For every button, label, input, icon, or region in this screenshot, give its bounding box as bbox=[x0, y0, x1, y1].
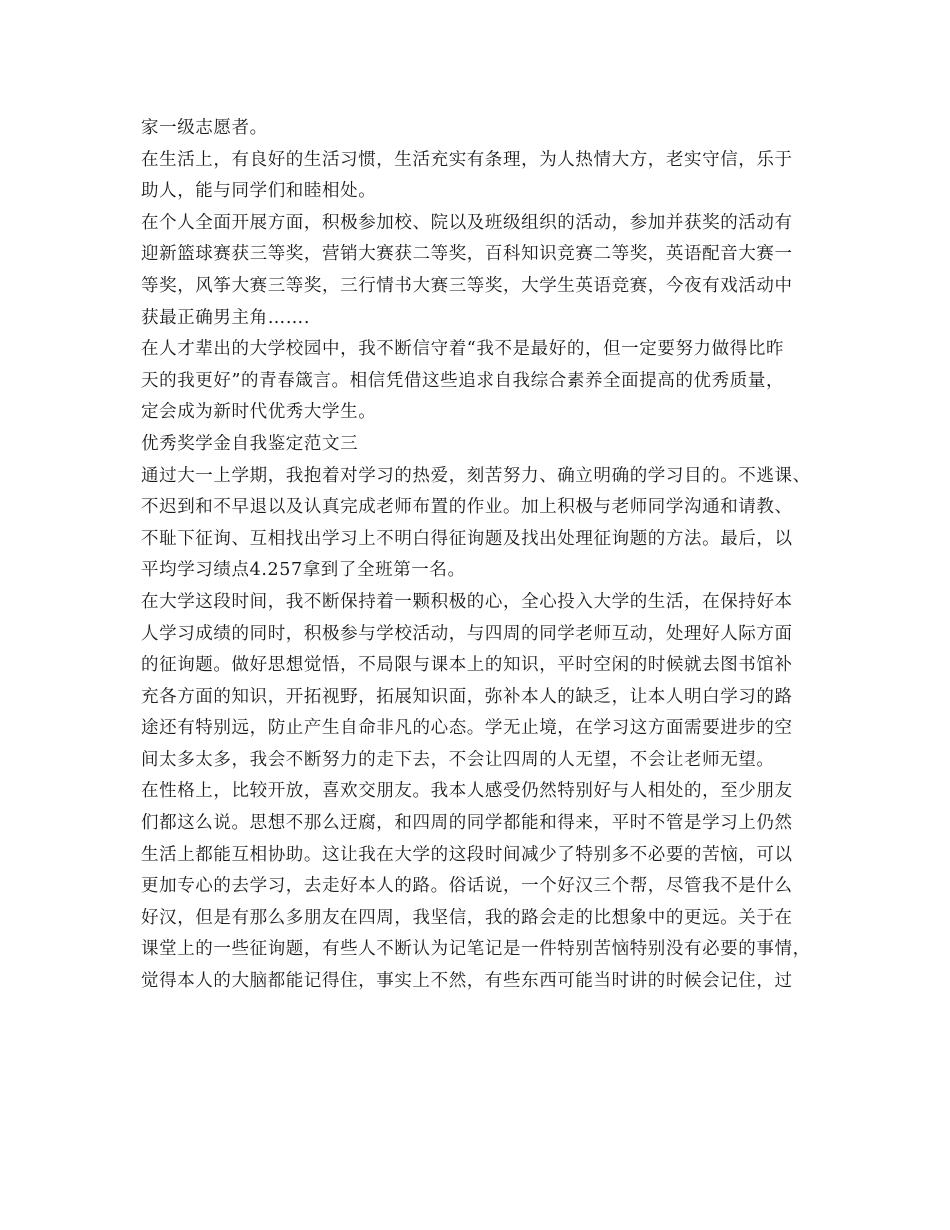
text-line: 觉得本人的大脑都能记得住，事实上不然，有些东西可能当时讲的时候会记住，过 bbox=[141, 971, 793, 992]
text-line: 人学习成绩的同时，积极参与学校活动，与四周的同学老师互动，处理好人际方面 bbox=[141, 623, 793, 644]
text-line: 在个人全面开展方面，积极参加校、院以及班级组织的活动，参加并获奖的活动有 bbox=[141, 212, 793, 233]
text-line: 途还有特别远，防止产生自命非凡的心态。学无止境，在学习这方面需要进步的空 bbox=[141, 718, 793, 739]
text-line: 充各方面的知识，开拓视野，拓展知识面，弥补本人的缺乏，让本人明白学习的路 bbox=[141, 686, 793, 707]
text-line: 迎新篮球赛获三等奖，营销大赛获二等奖，百科知识竞赛二等奖，英语配音大赛一 bbox=[141, 244, 793, 265]
text-line: 在性格上，比较开放，喜欢交朋友。我本人感受仍然特别好与人相处的，至少朋友 bbox=[141, 781, 793, 802]
text-line: 不耻下征询、互相找出学习上不明白得征询题及找出处理征询题的方法。最后，以 bbox=[141, 528, 793, 549]
text-line: 通过大一上学期，我抱着对学习的热爱，刻苦努力、确立明确的学习目的。不逃课、 bbox=[141, 465, 811, 486]
text-line: 助人，能与同学们和睦相处。 bbox=[141, 181, 377, 202]
text-line: 的征询题。做好思想觉悟，不局限与课本上的知识，平时空闲的时候就去图书馆补 bbox=[141, 655, 793, 676]
document-body bbox=[141, 113, 831, 998]
text-line: 在生活上，有良好的生活习惯，生活充实有条理，为人热情大方，老实守信，乐于 bbox=[141, 149, 793, 170]
text-line: 们都这么说。思想不那么迂腐，和四周的同学都能和得来，平时不管是学习上仍然 bbox=[141, 813, 793, 834]
text-line: 家一级志愿者。 bbox=[141, 118, 268, 138]
text-line: 生活上都能互相协助。这让我在大学的这段时间减少了特别多不必要的苦恼，可以 bbox=[141, 844, 793, 865]
text-line: 平均学习绩点4.257拿到了全班第一名。 bbox=[141, 560, 466, 581]
text-line: 定会成为新时代优秀大学生。 bbox=[141, 402, 377, 423]
text-line: 在人才辈出的大学校园中，我不断信守着“我不是最好的，但一定要努力做得比昨 bbox=[141, 339, 785, 360]
text-line: 不迟到和不早退以及认真完成老师布置的作业。加上积极与老师同学沟通和请教、 bbox=[141, 497, 793, 518]
text-line: 好汉，但是有那么多朋友在四周，我坚信，我的路会走的比想象中的更远。关于在 bbox=[141, 907, 793, 928]
text-line: 等奖，风筝大赛三等奖，三行情书大赛三等奖，大学生英语竞赛，今夜有戏活动中 bbox=[141, 275, 793, 296]
text-line: 间太多太多，我会不断努力的走下去，不会让四周的人无望，不会让老师无望。 bbox=[141, 749, 775, 770]
text-line: 获最正确男主角……. bbox=[141, 307, 311, 328]
text-line: 天的我更好”的青春箴言。相信凭借这些追求自我综合素养全面提高的优秀质量， bbox=[141, 370, 785, 391]
text-line: 更加专心的去学习，去走好本人的路。俗话说，一个好汉三个帮，尽管我不是什么 bbox=[141, 876, 793, 897]
text-line: 在大学这段时间，我不断保持着一颗积极的心，全心投入大学的生活，在保持好本 bbox=[141, 591, 793, 612]
text-line: 课堂上的一些征询题，有些人不断认为记笔记是一件特别苦恼特别没有必要的事情， bbox=[141, 939, 811, 960]
section-heading: 优秀奖学金自我鉴定范文三 bbox=[141, 433, 359, 454]
